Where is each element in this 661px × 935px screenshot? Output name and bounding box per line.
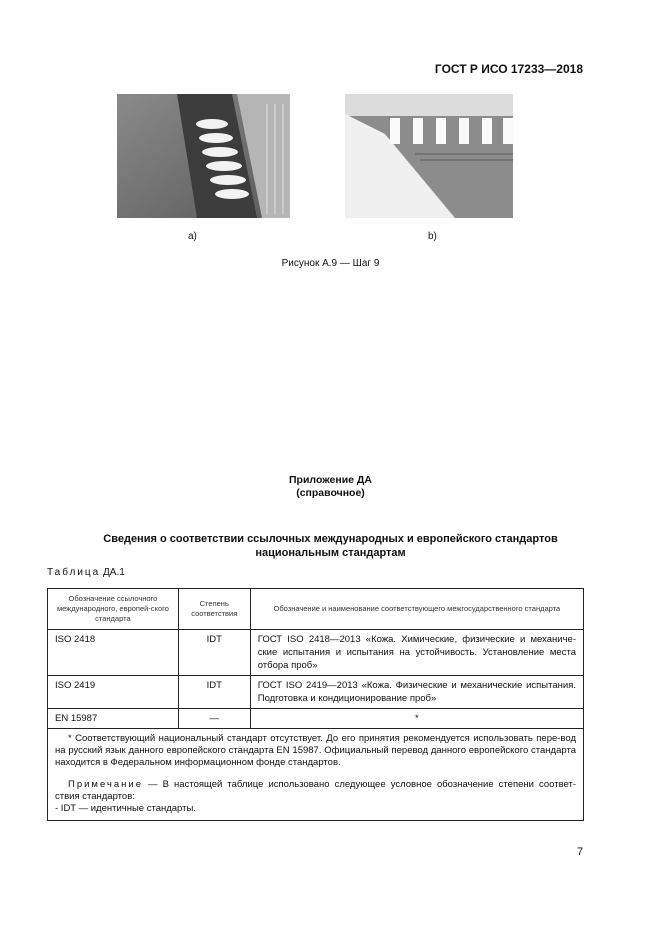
- table-footnote-row: [48, 729, 584, 821]
- annex-subtitle: (справочное): [296, 487, 365, 499]
- footnote-text: * Соответствующий национальный стандарт отсутствует. До его принятия рекомендуется использовать пере-вод на русский язык данного европейского стандарта EN 15987. Официальный перевод данного европейского стандарта находится в Федеральном информационном фонде стандартов.: [55, 733, 576, 768]
- annex-heading: [0, 474, 661, 500]
- figure-photo-b: [345, 94, 513, 218]
- cell-standard: ГОСТ ISO 2418—2013 «Кожа. Химические, физические и механиче-ские испытания и испытания на устойчивость. Установление места отбора проб»: [250, 630, 583, 676]
- section-title: [0, 532, 661, 560]
- table-label-number: ДА.1: [103, 567, 125, 578]
- page-number: 7: [577, 846, 584, 858]
- note-item: - IDT — идентичные стандарты.: [55, 803, 196, 814]
- header-national-standard: Обозначение и наименование соответствующего межгосударственного стандарта: [250, 589, 583, 630]
- note-paragraph: [55, 779, 576, 803]
- cell-degree: IDT: [178, 630, 250, 676]
- annex-title: Приложение ДА: [289, 474, 372, 486]
- figure-title: Рисунок А.9 — Шаг 9: [281, 258, 380, 269]
- document-code: ГОСТ Р ИСО 17233—2018: [434, 62, 583, 76]
- header-ref-standard: Обозначение ссылочного международного, европей-ского стандарта: [48, 589, 179, 630]
- table-label: [47, 567, 125, 578]
- figure-caption-b: b): [428, 231, 437, 242]
- cell-ref: ISO 2419: [48, 676, 179, 709]
- note-text: — В настоящей таблице использовано следующее условное обозначение степени соответ-ствия стандартов:: [55, 779, 576, 802]
- section-title-line2: национальным стандартам: [255, 547, 406, 559]
- cell-ref: ISO 2418: [48, 630, 179, 676]
- table-footnote: [48, 729, 584, 821]
- figure-caption-a: а): [188, 231, 197, 242]
- cell-degree: IDT: [178, 676, 250, 709]
- table-row: [48, 630, 584, 676]
- cell-degree: —: [178, 709, 250, 729]
- header-degree: Степень соответствия: [178, 589, 250, 630]
- cell-standard: ГОСТ ISO 2419—2013 «Кожа. Физические и механические испытания. Подготовка и кондиционирование проб»: [250, 676, 583, 709]
- table-header-row: [48, 589, 584, 630]
- cell-standard: *: [250, 709, 583, 729]
- section-title-line1: Сведения о соответствии ссылочных международных и европейского стандартов: [103, 533, 558, 545]
- correspondence-table: [47, 588, 584, 821]
- cell-ref: EN 15987: [48, 709, 179, 729]
- figure-photo-a: [117, 94, 290, 218]
- table-row: [48, 676, 584, 709]
- table-row: [48, 709, 584, 729]
- table-label-word: Таблица: [47, 567, 101, 578]
- note-word: Примечание: [68, 779, 143, 790]
